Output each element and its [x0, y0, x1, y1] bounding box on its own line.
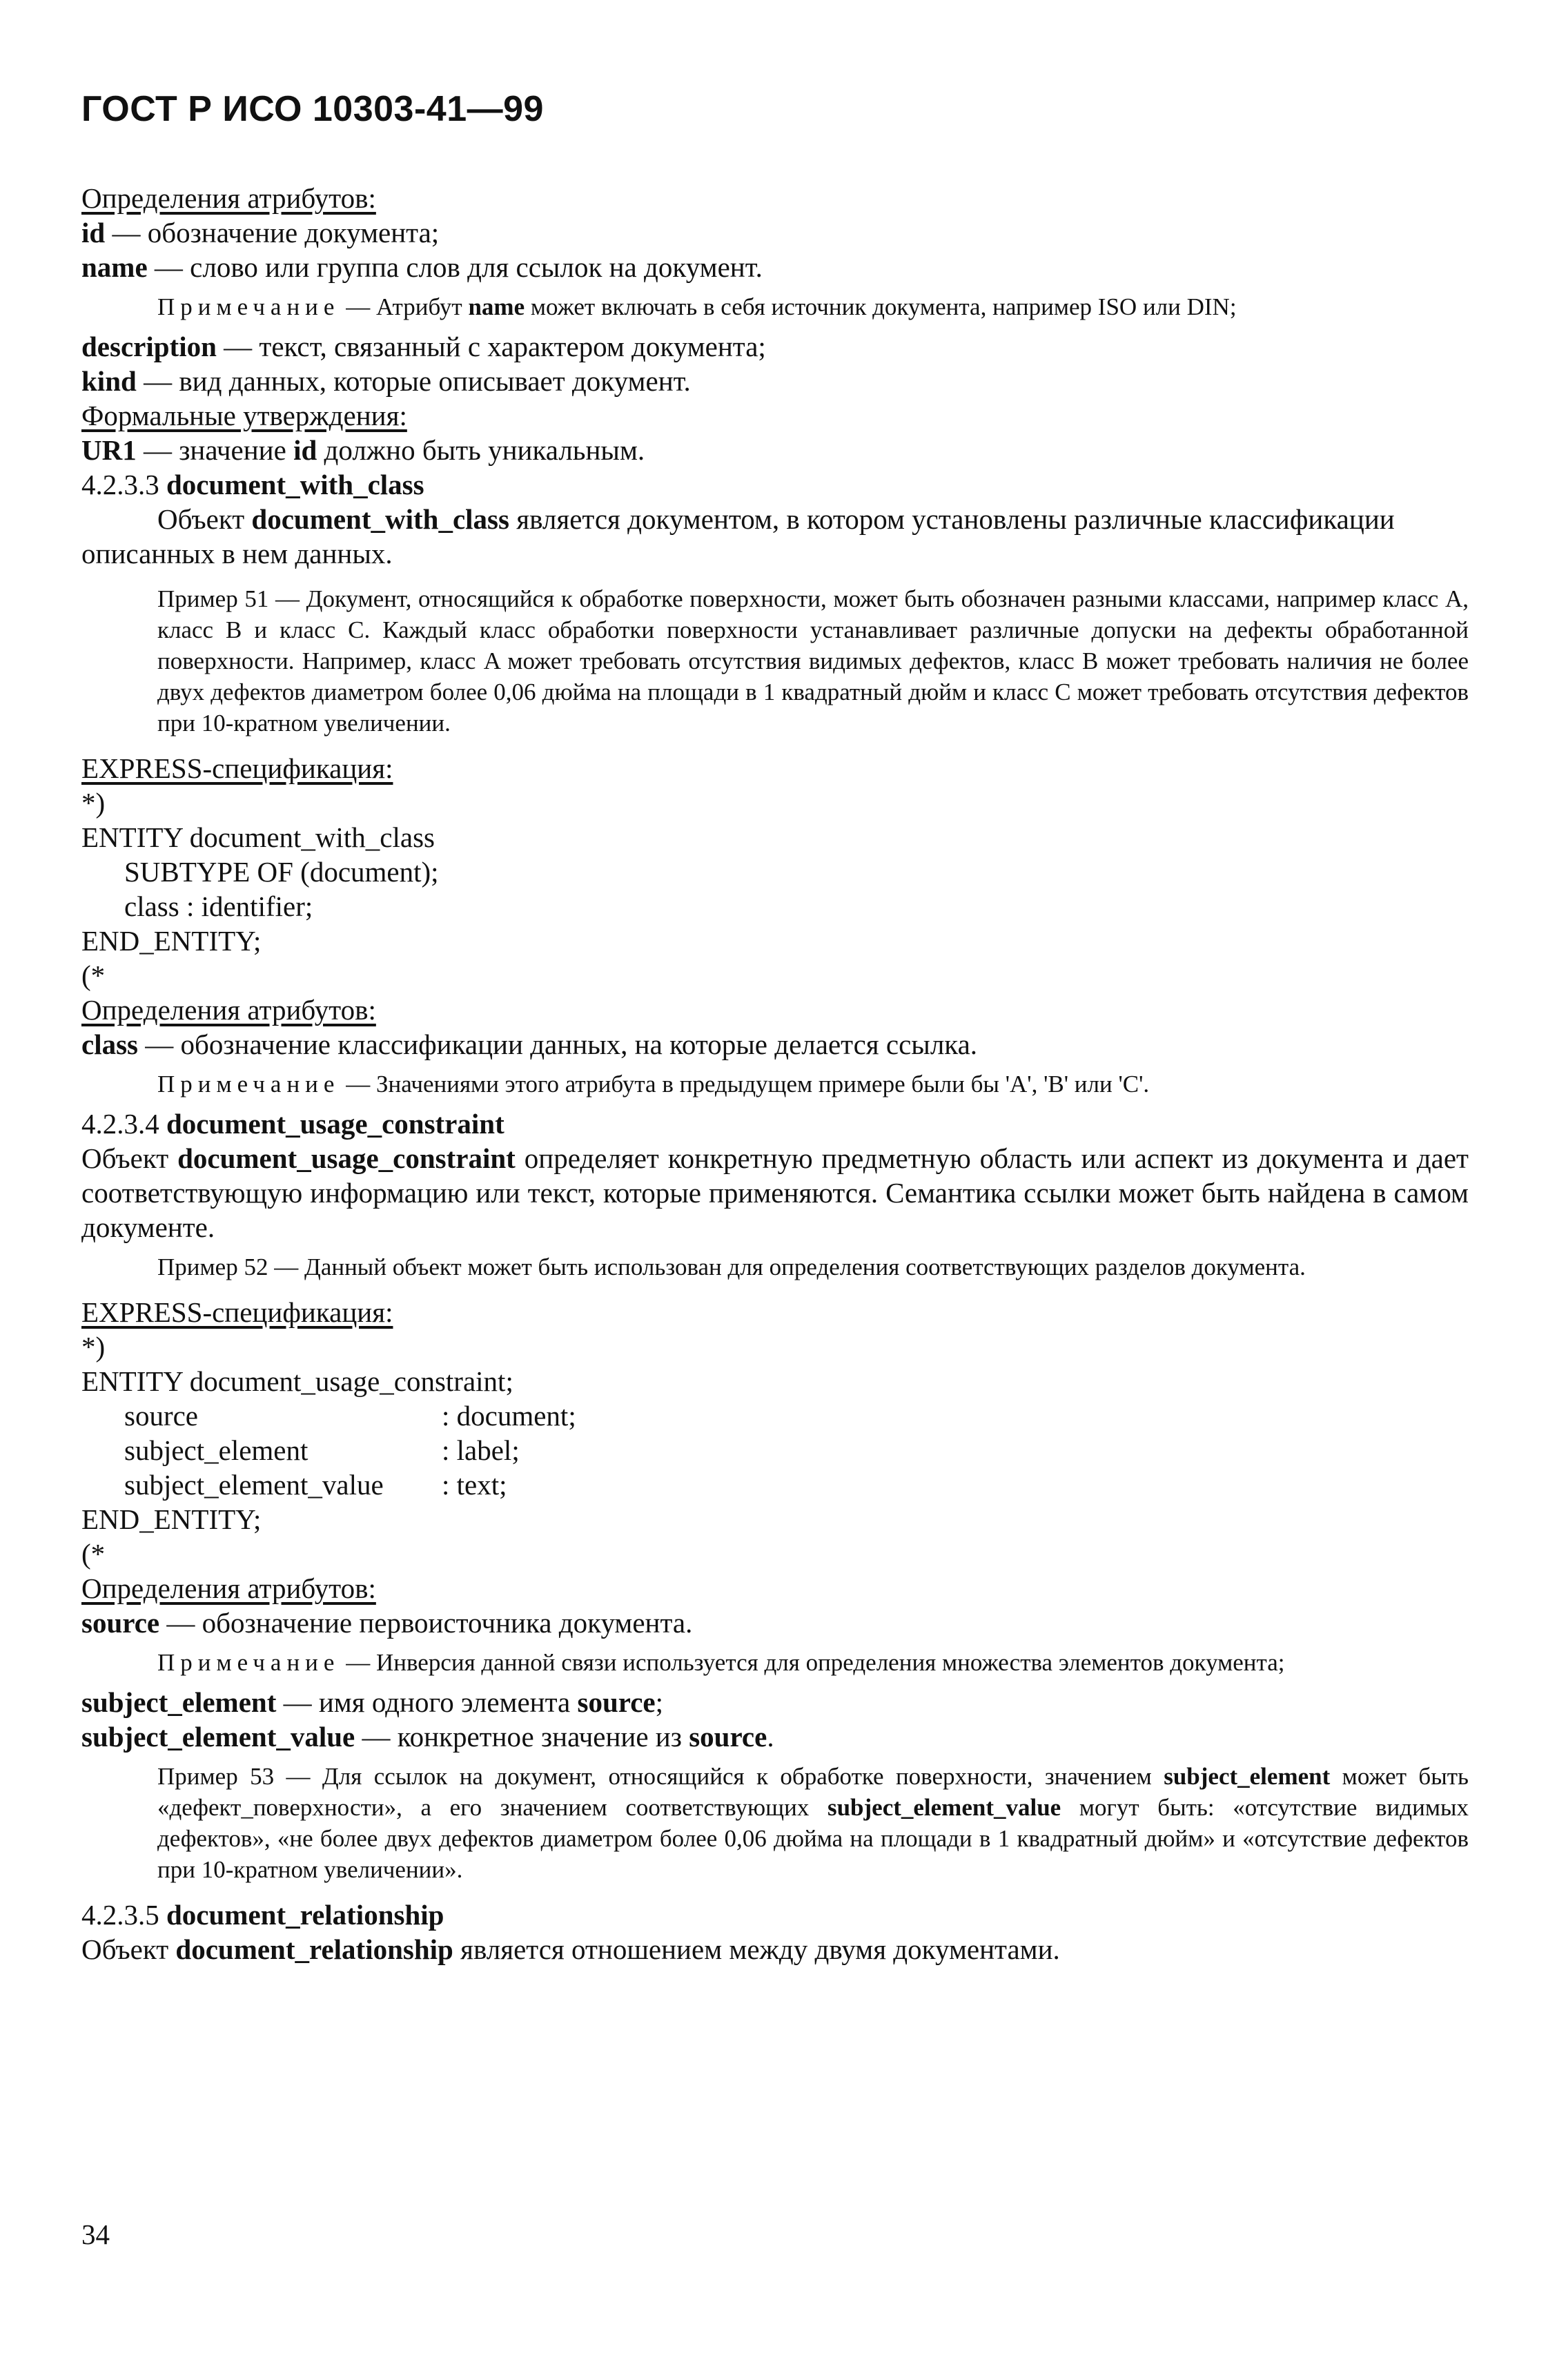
code-end: END_ENTITY;: [81, 925, 262, 957]
attr-class: class — обозначение классификации данных, на которые делается ссылка.: [81, 1028, 978, 1060]
code-attr-class: class : identifier;: [124, 890, 313, 922]
standard-header: ГОСТ Р ИСО 10303-41—99: [81, 89, 544, 129]
code-open: *): [81, 787, 106, 819]
note-source: Примечание — Инверсия данной связи используется для определения множества элементов документа;: [157, 1649, 1285, 1676]
rule-ur1: UR1 — значение id должно быть уникальным.: [81, 434, 645, 466]
attr-description: description — текст, связанный с характером документа;: [81, 331, 766, 362]
attr-id: id — обозначение документа;: [81, 217, 440, 248]
example-52: Пример 52 — Данный объект может быть использован для определения соответствующих разделов документа.: [157, 1254, 1306, 1280]
attr-name: name — слово или группа слов для ссылок на документ.: [81, 251, 763, 283]
code-close-2: (*: [81, 1538, 106, 1570]
example-51: Пример 51 — Документ, относящийся к обработке поверхности, может быть обозначен разными классами, например класс A, класс B и класс C. Каждый класс обработки поверхности устанавливает различные допуски на дефекты обработанной поверхности. Например, класс A может требовать отсутствия видимых дефектов, класс B может требовать наличия не более двух дефектов диаметром более 0,06 дюйма на площади в 1 квадратный дюйм и класс C может требовать отсутствия дефектов при 10-кратном увеличении.: [157, 585, 1469, 737]
code-close: (*: [81, 959, 106, 991]
section-4-2-3-5-title: 4.2.3.5 document_relationship: [81, 1899, 444, 1931]
code-attr-source: source : document;: [124, 1400, 576, 1432]
attributes-heading: Определения атрибутов:: [81, 182, 376, 214]
section-4-2-3-3-intro: Объект document_with_class является документом, в котором установлены различные классификации описанных в нем данных.: [81, 503, 1395, 569]
note-name: Примечание — Атрибут name может включать в себя источник документа, например ISO или DIN;: [157, 293, 1237, 320]
example-53: Пример 53 — Для ссылок на документ, относящийся к обработке поверхности, значением subject_element может быть «дефект_поверхности», а его значением соответствующих subject_element_value могут быть: «отсутствие видимых дефектов», «не более двух дефектов диаметром более 0,06 дюйма на площади в 1 квадратный дюйм» и «отсутствие дефектов при 10-кратном увеличении».: [157, 1763, 1469, 1883]
attr-source: source — обозначение первоисточника документа.: [81, 1607, 693, 1639]
page-number: 34: [81, 2218, 110, 2250]
express-heading: EXPRESS-спецификация:: [81, 752, 393, 784]
code-open-2: *): [81, 1331, 106, 1363]
attributes-heading-2: Определения атрибутов:: [81, 994, 376, 1026]
note-class: Примечание — Значениями этого атрибута в предыдущем примере были бы 'A', 'B' или 'C'.: [157, 1071, 1150, 1098]
code-entity: ENTITY document_with_class: [81, 821, 435, 853]
attributes-heading-3: Определения атрибутов:: [81, 1572, 376, 1604]
attr-subject-element: subject_element — имя одного элемента source;: [81, 1686, 664, 1718]
section-4-2-3-4-title: 4.2.3.4 document_usage_constraint: [81, 1108, 504, 1140]
attr-kind: kind — вид данных, которые описывает документ.: [81, 365, 691, 397]
page-body: [81, 181, 1469, 1967]
attr-subject-element-value: subject_element_value — конкретное значение из source.: [81, 1721, 774, 1753]
section-4-2-3-5-intro: Объект document_relationship является отношением между двумя документами.: [81, 1933, 1060, 1965]
code-attr-subject-element-value: subject_element_value : text;: [124, 1469, 507, 1501]
formal-heading: Формальные утверждения:: [81, 400, 407, 431]
section-4-2-3-4-intro: Объект document_usage_constraint определяет конкретную предметную область или аспект из документа и дает соответствующую информацию или текст, которые применяются. Семантика ссылки может быть найдена в самом документе.: [81, 1142, 1469, 1243]
code-attr-subject-element: subject_element : label;: [124, 1434, 520, 1466]
section-4-2-3-3-title: 4.2.3.3 document_with_class: [81, 469, 424, 500]
code-end-2: END_ENTITY;: [81, 1503, 262, 1535]
code-entity-2: ENTITY document_usage_constraint;: [81, 1365, 513, 1397]
code-subtype: SUBTYPE OF (document);: [124, 856, 439, 888]
express-heading-2: EXPRESS-спецификация:: [81, 1296, 393, 1328]
